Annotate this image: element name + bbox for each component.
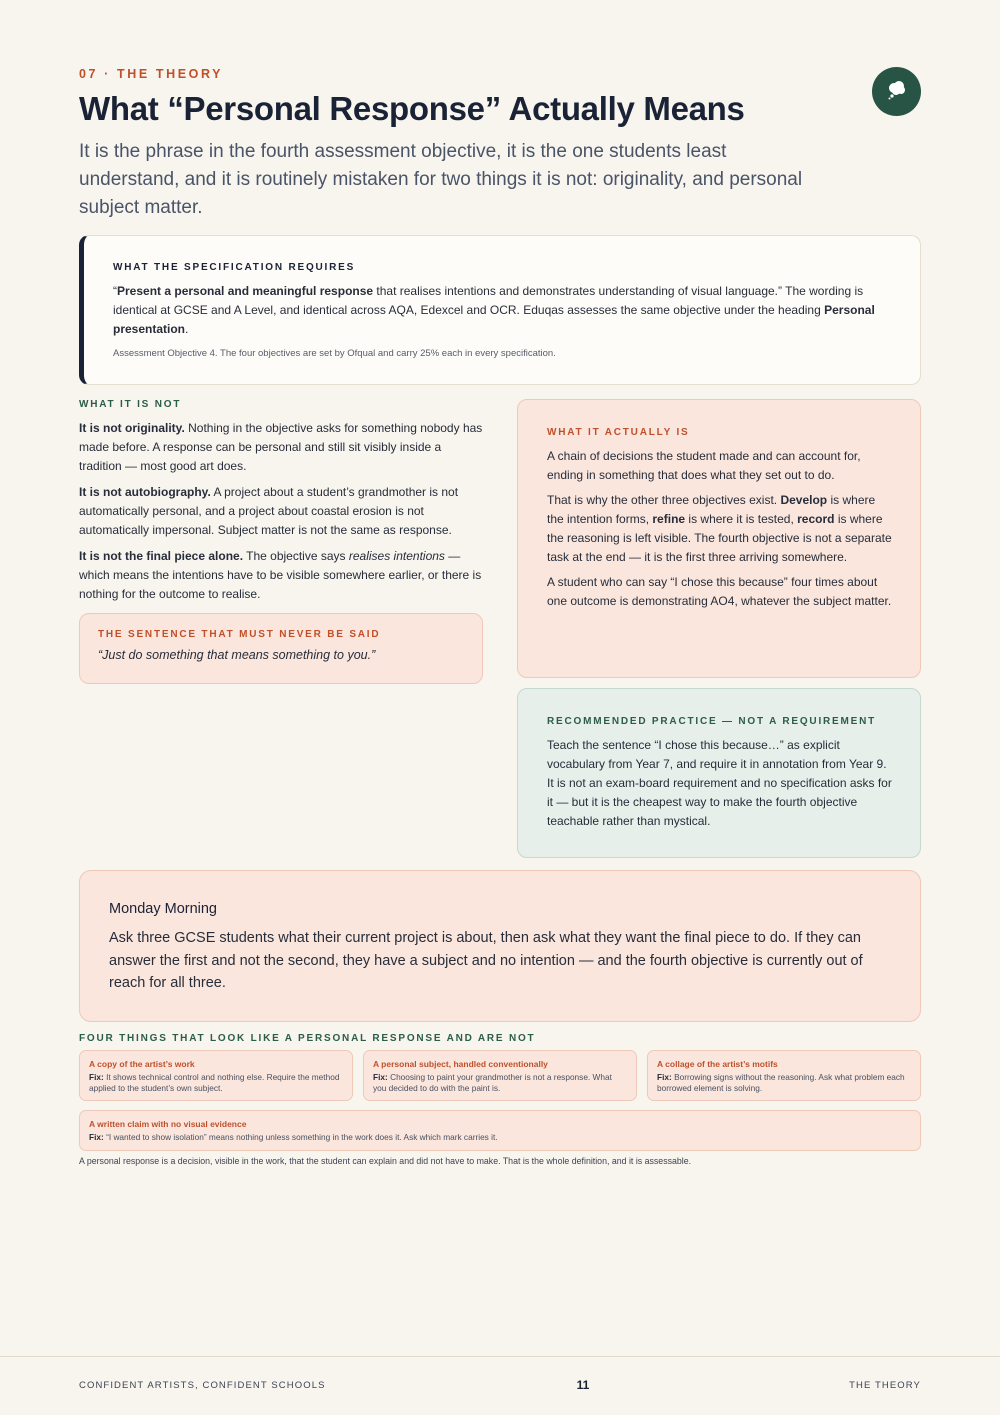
spec-quote-open: “ xyxy=(113,284,117,298)
rec-label: RECOMMENDED PRACTICE — NOT A REQUIREMENT xyxy=(547,716,877,727)
fix-label: Fix: xyxy=(89,1072,104,1082)
fix-text: Choosing to paint your grandmother is not a response. What you decided to do with the paint is. xyxy=(373,1072,612,1093)
mistake-card xyxy=(79,1110,921,1151)
spec-heading-bold: Personal presentation xyxy=(113,303,875,336)
footer-divider xyxy=(0,1356,1000,1357)
fix-text: Borrowing signs without the reasoning. Ask what problem each borrowed element is solving. xyxy=(657,1072,905,1093)
recommended-practice-callout xyxy=(517,688,921,858)
is-term-develop: Develop xyxy=(780,493,828,507)
fix-label: Fix: xyxy=(373,1072,388,1082)
is-label: WHAT IT ACTUALLY IS xyxy=(547,427,690,438)
mistake-card-fix xyxy=(657,1072,911,1094)
not-item-bold: It is not the final piece alone. xyxy=(79,549,244,563)
what-it-is-not xyxy=(79,399,483,611)
not-item-text: — which means the intentions have to be visible somewhere earlier, or there is nothing for the outcome to realise. xyxy=(79,549,482,601)
never-quote: “Just do something that means something to you.” xyxy=(98,648,376,662)
is-term-refine: refine xyxy=(652,512,686,526)
mistake-card xyxy=(79,1050,353,1101)
fix-text: “I wanted to show isolation” means nothing unless something in the work does it. Ask which mark carries it. xyxy=(103,1132,498,1142)
is-text: is where the intention forms, xyxy=(547,493,876,526)
mistake-card-title: A personal subject, handled conventionally xyxy=(373,1059,548,1069)
spec-quote xyxy=(113,282,892,339)
is-paragraph-1: A chain of decisions the student made and can account for, ending in something that does what they set out to do. xyxy=(547,449,861,482)
fix-text: It shows technical control and nothing else. Require the method applied to the student’s own subject. xyxy=(89,1072,340,1093)
monday-morning-panel xyxy=(79,870,921,1022)
mistake-card-fix xyxy=(89,1072,343,1094)
mistake-card xyxy=(647,1050,921,1101)
mistake-card-fix xyxy=(373,1072,627,1094)
is-paragraph-2 xyxy=(547,491,892,567)
page-lede: It is the phrase in the fourth assessment objective, it is the one students least understand, and it is routinely mistaken for two things it is not: originality, and personal subject matter. xyxy=(79,141,803,218)
spec-period: . xyxy=(185,322,189,336)
spec-note: Assessment Objective 4. The four objectives are set by Ofqual and carry 25% each in every specification. xyxy=(113,348,556,359)
mistake-card-title: A written claim with no visual evidence xyxy=(89,1119,247,1129)
not-item-text: Nothing in the objective asks for something nobody has made before. A response can be personal and still sit visibly inside a tradition — most good art does. xyxy=(79,421,483,473)
mistake-card xyxy=(363,1050,637,1101)
monday-text: Ask three GCSE students what their current project is about, then ask what they want the final piece to do. If they can answer the first and not the second, they have a subject and no intention — and the fourth objective is currently out of reach for all three. xyxy=(109,930,863,991)
is-text: is where it is tested, xyxy=(685,512,798,526)
not-item-autobiography xyxy=(79,483,483,540)
page-title: What “Personal Response” Actually Means xyxy=(79,90,745,127)
spec-quote-rest: that realises intentions and demonstrates understanding of visual language.” The wording is identical at GCSE and A Level, and identical across AQA, Edexcel and OCR. Eduqas assesses the same objective under the heading xyxy=(113,284,864,317)
not-item-text: A project about a student’s grandmother is not automatically personal, and a project about coastal erosion is not automatically impersonal. Subject matter is not the same as response. xyxy=(79,485,459,537)
spec-label: WHAT THE SPECIFICATION REQUIRES xyxy=(113,262,356,273)
not-item-originality xyxy=(79,419,483,476)
mistake-card-title: A copy of the artist’s work xyxy=(89,1059,195,1069)
never-label: THE SENTENCE THAT MUST NEVER BE SAID xyxy=(98,629,381,640)
not-item-bold: It is not originality. xyxy=(79,421,185,435)
fix-label: Fix: xyxy=(657,1072,672,1082)
section-badge xyxy=(872,67,921,116)
four-things-label: FOUR THINGS THAT LOOK LIKE A PERSONAL RESPONSE AND ARE NOT xyxy=(79,1033,536,1044)
spec-quote-bold: Present a personal and meaningful response xyxy=(117,284,374,298)
mistake-card-title: A collage of the artist’s motifs xyxy=(657,1059,778,1069)
is-text: is where the reasoning is left visible. The fourth objective is not a separate task at the end — it is the first three arriving somewhere. xyxy=(547,512,892,564)
not-item-italic: realises intentions xyxy=(348,549,445,563)
what-it-is-callout xyxy=(517,399,921,678)
rec-text: Teach the sentence “I chose this because…” as explicit vocabulary from Year 7, and require it in annotation from Year 9. It is not an exam-board requirement and no specification asks for it — but it is the cheapest way to make the fourth objective teachable rather than mystical. xyxy=(547,738,892,828)
never-say-callout xyxy=(79,613,483,684)
is-term-record: record xyxy=(797,512,835,526)
mistake-card-fix xyxy=(89,1132,911,1143)
definition-summary: A personal response is a decision, visible in the work, that the student can explain and did not have to make. That is the whole definition, and it is assessable. xyxy=(79,1156,692,1166)
monday-title: Monday Morning xyxy=(109,901,217,917)
fix-label: Fix: xyxy=(89,1132,104,1142)
spec-callout xyxy=(79,235,921,385)
section-eyebrow: 07 · THE THEORY xyxy=(79,67,224,81)
is-paragraph-3: A student who can say “I chose this because” four times about one outcome is demonstrating AO4, whatever the subject matter. xyxy=(547,575,892,608)
is-text: That is why the other three objectives exist. xyxy=(547,493,781,507)
not-item-text: The objective says xyxy=(243,549,349,563)
footer-publication: CONFIDENT ARTISTS, CONFIDENT SCHOOLS xyxy=(79,1380,326,1391)
not-label: WHAT IT IS NOT xyxy=(79,399,182,410)
not-item-final-piece xyxy=(79,547,483,604)
page-number: 11 xyxy=(576,1378,590,1392)
thought-bubble-icon xyxy=(886,78,908,105)
footer-section: THE THEORY xyxy=(849,1380,921,1391)
not-item-bold: It is not autobiography. xyxy=(79,485,211,499)
